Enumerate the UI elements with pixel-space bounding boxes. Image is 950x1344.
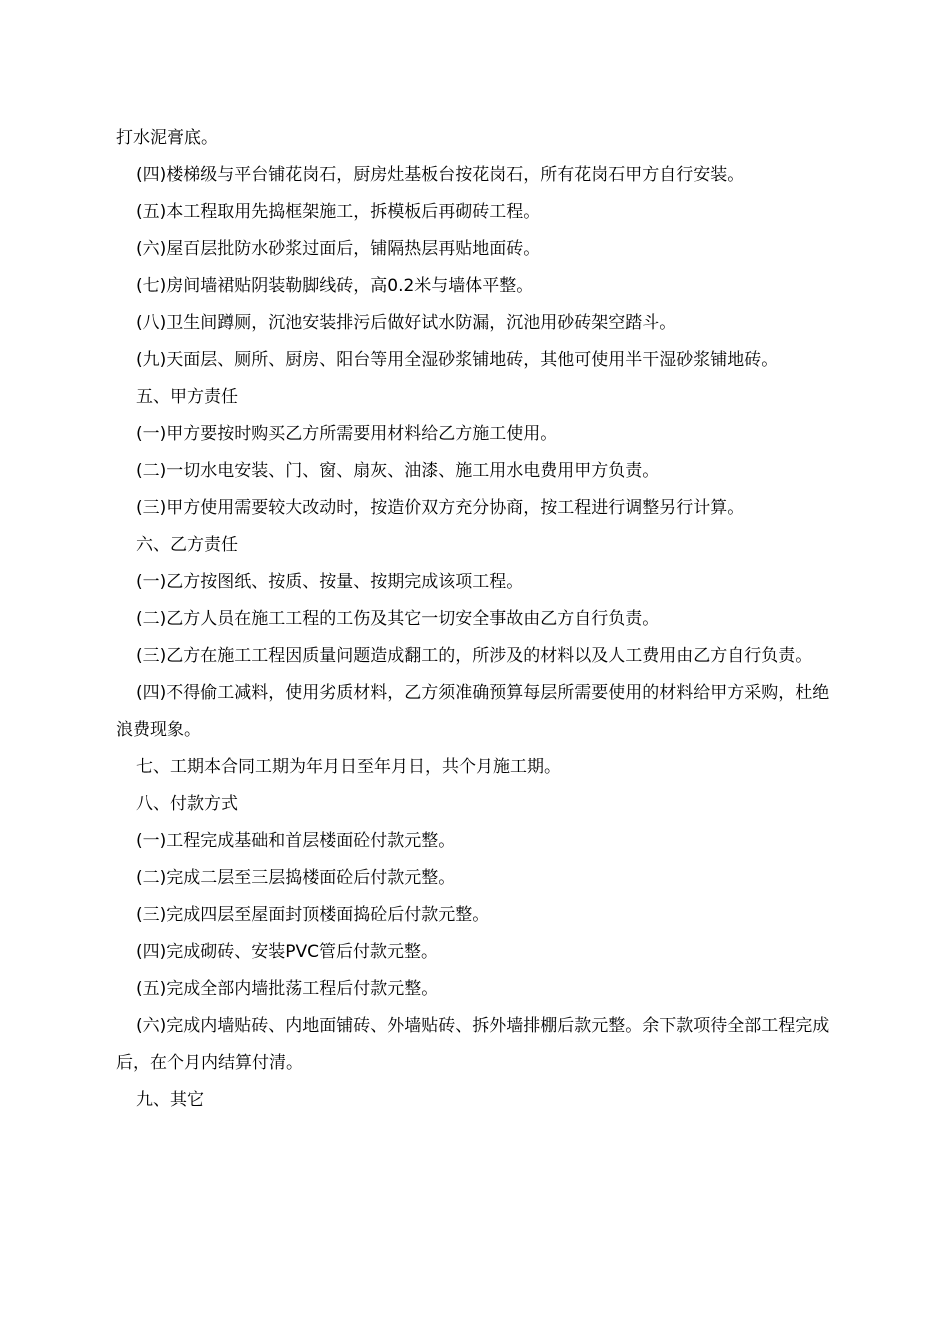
paragraph-item-8-toilet: (八)卫生间蹲厕，沉池安装排污后做好试水防漏，沉池用砂砖架空踏斗。 xyxy=(136,313,677,333)
paragraph-payment-2: (二)完成二层至三层捣楼面砼后付款元整。 xyxy=(136,868,456,888)
section-heading-party-a: 五、甲方责任 xyxy=(136,387,238,407)
section-heading-schedule: 七、工期本合同工期为年月日至年月日，共个月施工期。 xyxy=(136,757,561,777)
paragraph-payment-5: (五)完成全部内墙批荡工程后付款元整。 xyxy=(136,979,439,999)
paragraph-payment-1: (一)工程完成基础和首层楼面砼付款元整。 xyxy=(136,831,456,851)
paragraph-party-b-2: (二)乙方人员在施工工程的工伤及其它一切安全事故由乙方自行负责。 xyxy=(136,609,660,629)
section-heading-other: 九、其它 xyxy=(136,1090,204,1110)
paragraph-party-a-1: (一)甲方要按时购买乙方所需要用材料给乙方施工使用。 xyxy=(136,424,558,444)
paragraph-item-9-floor-tiles: (九)天面层、厕所、厨房、阳台等用全湿砂浆铺地砖，其他可使用半干湿砂浆铺地砖。 xyxy=(136,350,779,370)
paragraph-payment-4: (四)完成砌砖、安装PVC管后付款元整。 xyxy=(136,942,439,962)
paragraph-item-4-granite: (四)楼梯级与平台铺花岗石，厨房灶基板台按花岗石，所有花岗石甲方自行安装。 xyxy=(136,165,745,185)
paragraph-item-7-skirting: (七)房间墙裙贴阴装勒脚线砖，高0.2米与墙体平整。 xyxy=(136,276,534,296)
document-page xyxy=(116,120,836,1119)
paragraph-party-b-1: (一)乙方按图纸、按质、按量、按期完成该项工程。 xyxy=(136,572,524,592)
paragraph-party-b-4: (四)不得偷工减料，使用劣质材料，乙方须准确预算每层所需要使用的材料给甲方采购，杜绝浪费现象。 xyxy=(116,683,830,740)
paragraph-payment-6: (六)完成内墙贴砖、内地面铺砖、外墙贴砖、拆外墙排棚后款元整。余下款项待全部工程完成后，在个月内结算付清。 xyxy=(116,1016,830,1073)
paragraph-payment-3: (三)完成四层至屋面封顶楼面捣砼后付款元整。 xyxy=(136,905,490,925)
paragraph-party-b-3: (三)乙方在施工工程因质量问题造成翻工的，所涉及的材料以及人工费用由乙方自行负责。 xyxy=(136,646,813,666)
paragraph-item-6-roof: (六)屋百层批防水砂浆过面后，铺隔热层再贴地面砖。 xyxy=(136,239,541,259)
paragraph-item-5-frame: (五)本工程取用先捣框架施工，拆模板后再砌砖工程。 xyxy=(136,202,541,222)
section-heading-party-b: 六、乙方责任 xyxy=(136,535,238,555)
paragraph-continuation: 打水泥膏底。 xyxy=(116,128,218,148)
paragraph-party-a-2: (二)一切水电安装、门、窗、扇灰、油漆、施工用水电费用甲方负责。 xyxy=(136,461,660,481)
section-heading-payment: 八、付款方式 xyxy=(136,794,238,814)
paragraph-party-a-3: (三)甲方使用需要较大改动时，按造价双方充分协商，按工程进行调整另行计算。 xyxy=(136,498,745,518)
